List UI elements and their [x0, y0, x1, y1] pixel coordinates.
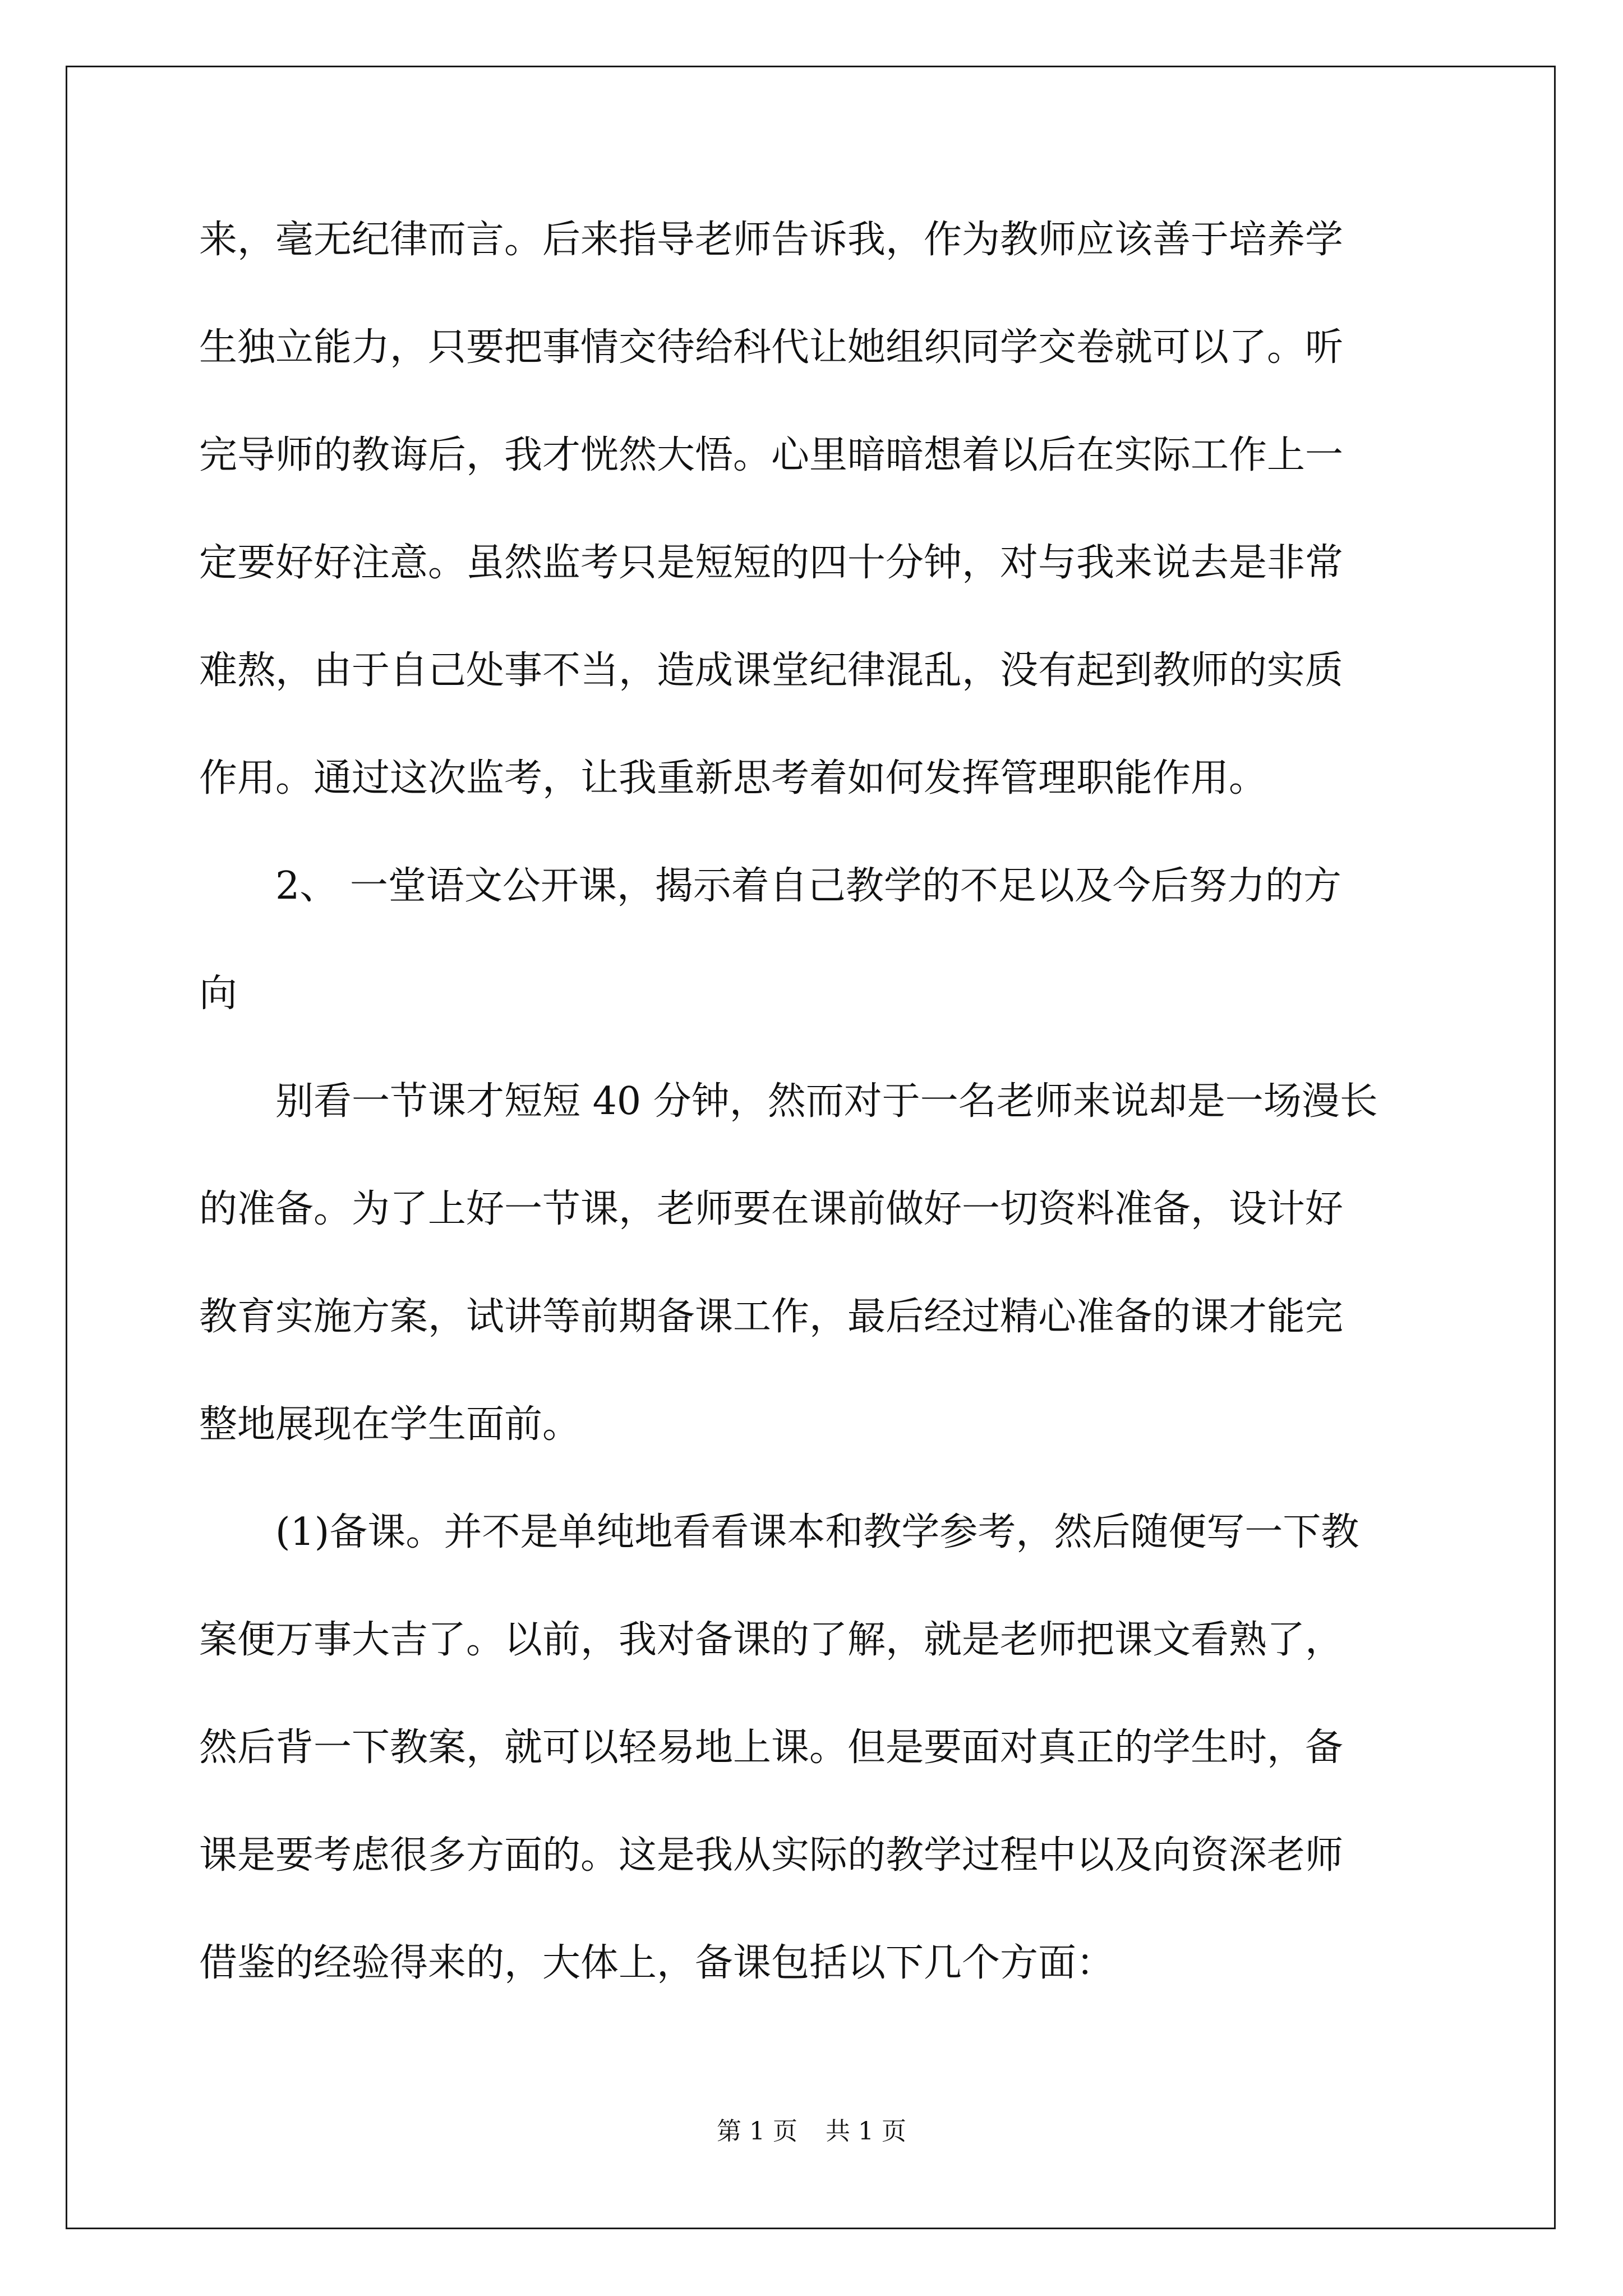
- text-line: 来，毫无纪律而言。后来指导老师告诉我，作为教师应该善于培养学: [199, 218, 1344, 262]
- text-line: 难熬，由于自己处事不当，造成课堂纪律混乱，没有起到教师的实质: [199, 648, 1344, 693]
- text-line: 课是要考虑很多方面的。这是我从实际的教学过程中以及向资深老师: [199, 1833, 1344, 1878]
- text-line: 借鉴的经验得来的，大体上，备课包括以下几个方面：: [199, 1941, 1115, 1985]
- section-heading: 2、 一堂语文公开课，揭示着自己教学的不足以及今后努力的方: [275, 864, 1341, 908]
- text-line: 生独立能力，只要把事情交待给科代让她组织同学交卷就可以了。听: [199, 325, 1344, 370]
- page-number: 第 1 页: [717, 2117, 797, 2146]
- text-line: 教育实施方案，试讲等前期备课工作，最后经过精心准备的课才能完: [199, 1295, 1344, 1339]
- text-line: 定要好好注意。虽然监考只是短短的四十分钟，对与我来说去是非常: [199, 541, 1344, 585]
- text-line: 然后背一下教案，就可以轻易地上课。但是要面对真正的学生时，备: [199, 1726, 1344, 1770]
- paragraph-start: (1)备课。并不是单纯地看看课本和教学参考，然后随便写一下教: [275, 1510, 1359, 1554]
- text-line: 的准备。为了上好一节课，老师要在课前做好一切资料准备，设计好: [199, 1187, 1344, 1231]
- text-line: 向: [199, 972, 238, 1016]
- text-line: 完导师的教诲后，我才恍然大悟。心里暗暗想着以后在实际工作上一: [199, 433, 1344, 477]
- text-line: 整地展现在学生面前。: [199, 1402, 581, 1447]
- page-footer: [0, 2115, 1623, 2148]
- page-border: [66, 66, 1556, 2229]
- paragraph-start: 别看一节课才短短 40 分钟，然而对于一名老师来说却是一场漫长: [275, 1079, 1378, 1124]
- text-line: 作用。通过这次监考，让我重新思考着如何发挥管理职能作用。: [199, 756, 1267, 800]
- page-total: 共 1 页: [826, 2117, 906, 2146]
- text-line: 案便万事大吉了。以前，我对备课的了解，就是老师把课文看熟了，: [199, 1618, 1344, 1662]
